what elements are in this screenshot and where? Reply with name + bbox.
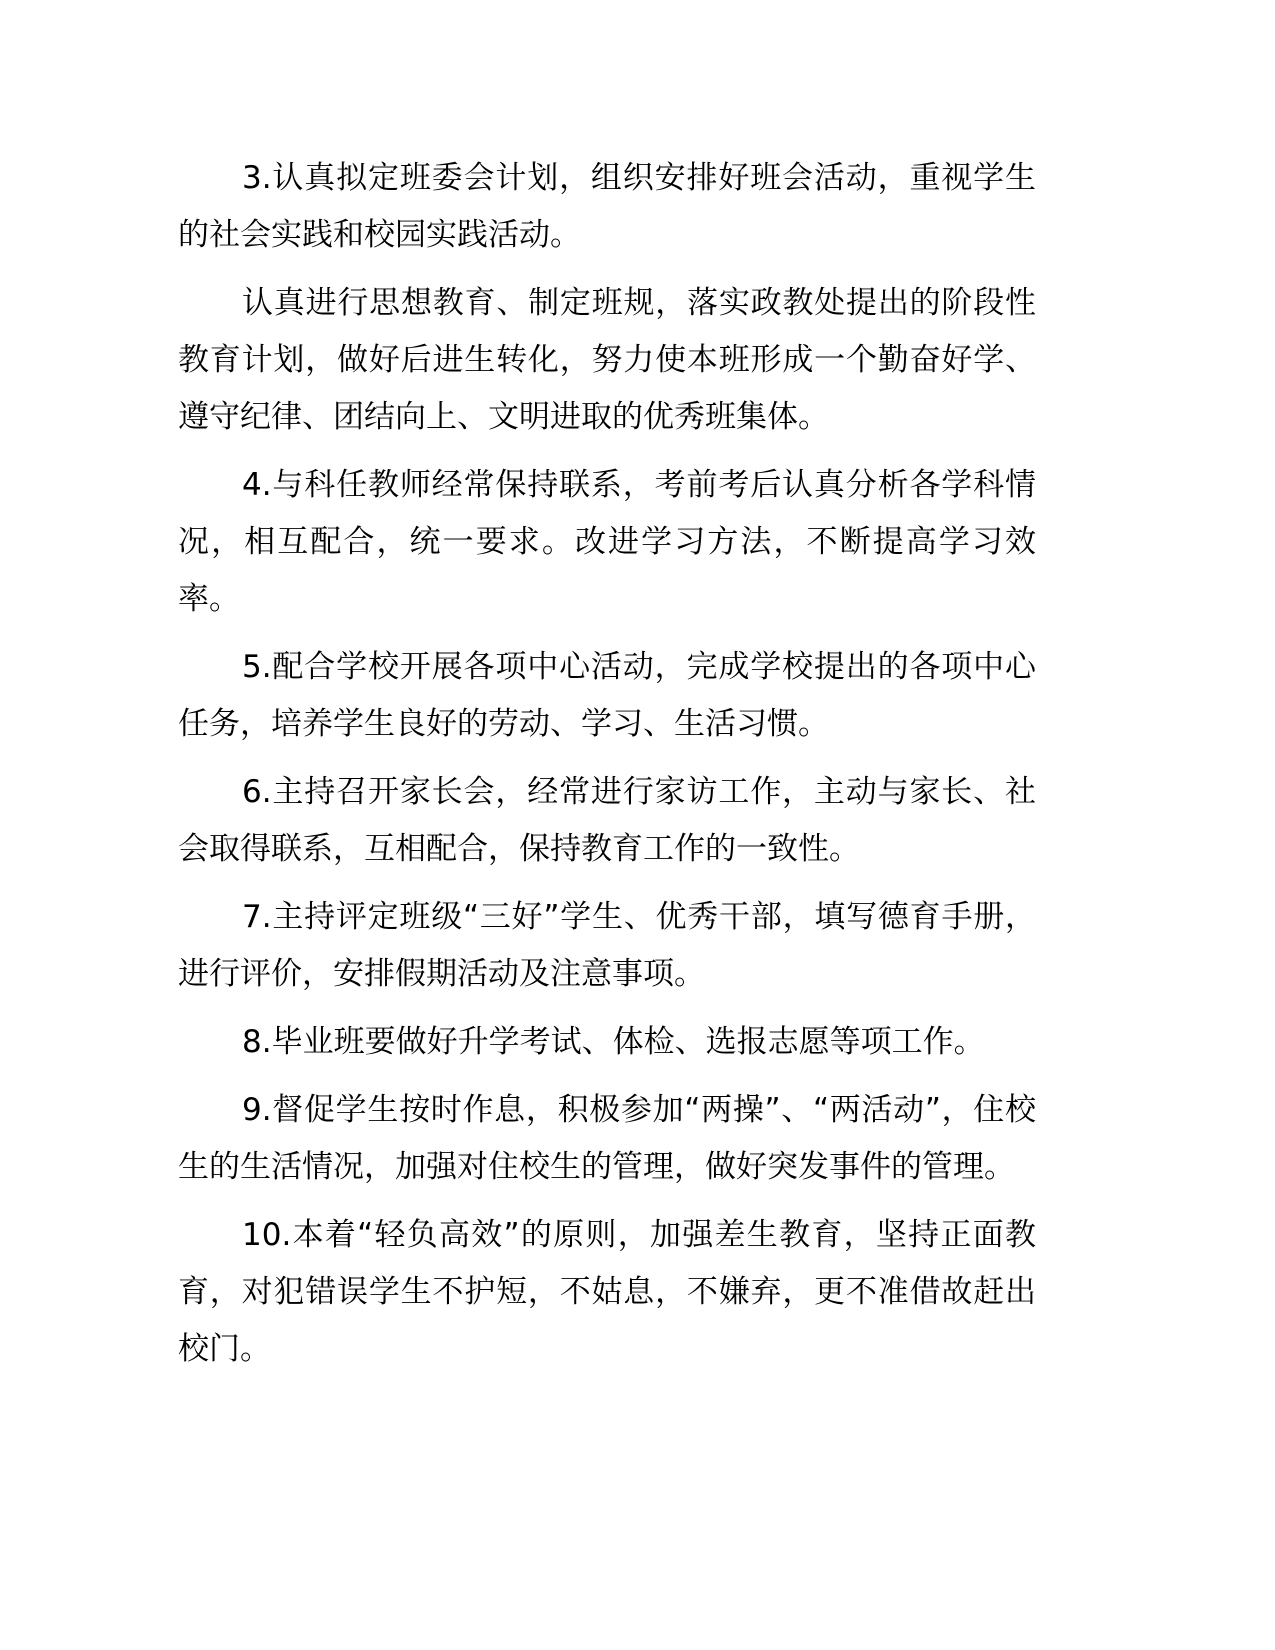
document-body [178,150,1036,1389]
paragraph-item-8: 8.毕业班要做好升学考试、体检、选报志愿等项工作。 [242,1024,985,1060]
paragraph-item-10: 10.本着“轻负高效”的原则，加强差生教育，坚持正面教育，对犯错误学生不护短，不姑息，不嫌弃，更不准借故赶出校门。 [178,1217,1036,1367]
paragraph-item-6: 6.主持召开家长会，经常进行家访工作，主动与家长、社会取得联系，互相配合，保持教育工作的一致性。 [178,774,1036,867]
paragraph-item-7: 7.主持评定班级“三好”学生、优秀干部，填写德育手册，进行评价，安排假期活动及注意事项。 [178,899,1036,992]
paragraph-item-3: 3.认真拟定班委会计划，组织安排好班会活动，重视学生的社会实践和校园实践活动。 [178,160,1036,253]
paragraph-item-9: 9.督促学生按时作息，积极参加“两操”、“两活动”，住校生的生活情况，加强对住校生的管理，做好突发事件的管理。 [178,1092,1036,1185]
paragraph-item-5: 5.配合学校开展各项中心活动，完成学校提出的各项中心任务，培养学生良好的劳动、学习、生活习惯。 [178,649,1036,742]
paragraph-item-4: 4.与科任教师经常保持联系，考前考后认真分析各学科情况，相互配合，统一要求。改进学习方法，不断提高学习效率。 [178,467,1036,617]
paragraph-thought-education: 认真进行思想教育、制定班规，落实政教处提出的阶段性教育计划，做好后进生转化，努力使本班形成一个勤奋好学、遵守纪律、团结向上、文明进取的优秀班集体。 [178,285,1036,435]
